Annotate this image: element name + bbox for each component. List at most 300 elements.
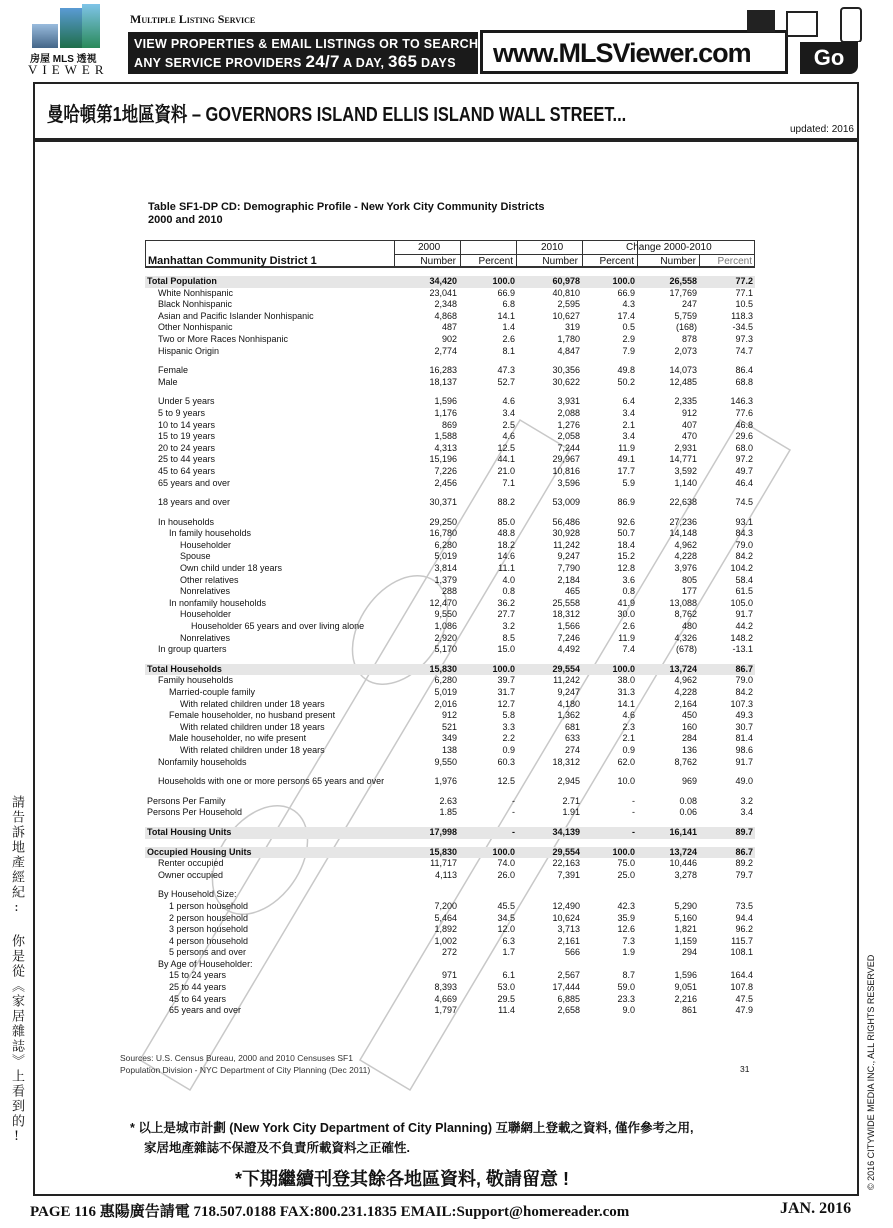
cell-value: 62.0 [617, 756, 635, 767]
logo-text: 房屋 MLS 透視 [30, 54, 97, 65]
cell-value: 2,184 [557, 574, 580, 585]
cell-value: 861 [681, 1005, 697, 1016]
cell-value: 12,485 [669, 376, 697, 387]
cell-value: 10.5 [735, 299, 753, 310]
row-label: Family households [158, 675, 234, 686]
cell-value: 27,236 [669, 516, 697, 527]
cell-value: 34,139 [552, 826, 580, 837]
table-row [145, 299, 755, 311]
cell-value: 4.6 [622, 710, 635, 721]
cell-value: 136 [681, 744, 697, 755]
cell-value: 4.6 [502, 396, 515, 407]
row-label: 65 years and over [169, 1005, 242, 1016]
cell-value: 11.4 [498, 1005, 515, 1016]
cell-value: 14,771 [669, 454, 697, 465]
cell-value: 247 [681, 299, 697, 310]
table-row [145, 827, 755, 839]
col-number: Number [542, 256, 578, 267]
table-row [145, 936, 755, 948]
row-label: Householder 65 years and over living alone [191, 621, 365, 632]
cell-value: 3.2 [502, 621, 515, 632]
cell-value: 31.3 [617, 687, 635, 697]
cell-value: 450 [681, 710, 697, 721]
cell-value: 969 [681, 776, 697, 787]
website-link[interactable]: www.MLSViewer.com [480, 30, 788, 74]
cell-value: 2.63 [439, 795, 457, 806]
cell-value: 60,978 [552, 276, 580, 286]
cell-value: 22,163 [552, 858, 580, 869]
table-row [145, 396, 755, 408]
cell-value: 9,550 [434, 609, 457, 620]
go-button[interactable]: Go [800, 42, 858, 74]
cell-value: 1.7 [502, 947, 515, 958]
cell-value: 45.5 [497, 900, 515, 911]
cell-value: 633 [564, 733, 580, 744]
cell-value: 48.8 [497, 528, 515, 539]
col-percent: Percent [599, 256, 634, 267]
next-issue-notice: *下期繼續刊登其餘各地區資料, 敬請留意 ! [235, 1169, 570, 1189]
row-label: Under 5 years [158, 396, 215, 407]
cell-value: 11.1 [498, 563, 515, 574]
cell-value: 7,790 [557, 563, 580, 574]
cell-value: 97.2 [735, 454, 753, 465]
cell-value: 46.8 [735, 419, 753, 430]
cell-value: 17.4 [617, 310, 635, 321]
row-spacer [145, 819, 755, 827]
cell-value: 25.0 [617, 869, 635, 880]
row-label: White Nonhispanic [158, 287, 234, 298]
cell-value: 5,160 [674, 912, 697, 923]
cell-value: 91.7 [735, 756, 753, 767]
row-label: Persons Per Household [147, 807, 243, 818]
cell-value: 2,058 [557, 431, 580, 442]
cell-value: 2,658 [557, 1005, 580, 1016]
row-label: 45 to 64 years [169, 993, 227, 1004]
updated-label: updated: 2016 [790, 124, 854, 135]
table-row [145, 664, 755, 676]
header-change: Change 2000-2010 [626, 242, 712, 253]
row-label: Owner occupied [158, 869, 224, 880]
cell-value: 4.3 [622, 299, 635, 310]
table-row [145, 913, 755, 925]
cell-value: 2,931 [674, 442, 697, 453]
row-label: Black Nonhispanic [158, 299, 233, 310]
cell-value: 14.6 [497, 551, 515, 562]
cell-value: 56,486 [552, 516, 580, 527]
cell-value: 6.1 [502, 970, 515, 981]
row-label: Other Nonhispanic [158, 322, 233, 333]
cell-value: 100.0 [492, 663, 515, 674]
row-label: 1 person household [169, 900, 249, 911]
cell-value: 4,868 [434, 310, 457, 321]
col-percent: Percent [717, 256, 752, 267]
cell-value: 2.6 [622, 621, 635, 632]
cell-value: 1,159 [674, 935, 697, 946]
row-label: 5 to 9 years [158, 407, 206, 418]
cell-value: 805 [681, 574, 697, 585]
cell-value: 85.0 [497, 516, 515, 527]
cell-value: 2.6 [502, 333, 515, 344]
cell-value: 2,920 [434, 632, 457, 643]
row-label: 25 to 44 years [158, 454, 216, 465]
cell-value: 4,962 [674, 675, 697, 686]
cell-value: 10,627 [552, 310, 580, 321]
row-label: Own child under 18 years [180, 563, 283, 574]
cell-value: 3.3 [502, 721, 515, 732]
cell-value: 138 [441, 744, 457, 755]
cell-value: 8,762 [674, 756, 697, 767]
cell-value: 1,140 [674, 477, 697, 488]
cell-value: 14.1 [617, 698, 635, 709]
cell-value: 2,335 [674, 396, 697, 407]
cell-value: 100.0 [492, 276, 515, 286]
cell-value: 89.2 [735, 858, 753, 869]
banner-line-2: ANY SERVICE PROVIDERS 24/7 A DAY, 365 DAYS [134, 52, 456, 71]
cell-value: 2,073 [674, 345, 697, 356]
table-row [145, 540, 755, 552]
table-row [145, 633, 755, 645]
cell-value: 3,814 [434, 563, 457, 574]
cell-value: 30,928 [552, 528, 580, 539]
cell-value: 59.0 [617, 982, 635, 993]
header-2010: 2010 [541, 242, 564, 253]
cell-value: 93.1 [735, 516, 753, 527]
cell-value: 5,759 [674, 310, 697, 321]
promo-banner [128, 32, 478, 74]
cell-value: 2.2 [502, 733, 515, 744]
cell-value: 38.0 [617, 675, 635, 686]
cell-value: 50.7 [617, 528, 635, 539]
cell-value: 902 [441, 333, 457, 344]
cell-value: 8.1 [502, 345, 515, 356]
cell-value: 47.3 [497, 365, 515, 376]
cell-value: 1,002 [434, 935, 457, 946]
table-row [145, 889, 755, 901]
cell-value: 869 [441, 419, 457, 430]
cell-value: 47.9 [735, 1005, 753, 1016]
table-row [145, 276, 755, 288]
row-label: 4 person household [169, 935, 249, 946]
table-row [145, 776, 755, 788]
cell-value: 29.6 [735, 431, 753, 442]
cell-value: 11.9 [618, 442, 635, 453]
table-title [148, 201, 544, 227]
cell-value: 7.1 [502, 477, 515, 488]
cell-value: 100.0 [612, 663, 635, 674]
cell-value: 105.0 [730, 597, 753, 608]
cell-value: 3.2 [740, 795, 753, 806]
cell-value: 79.7 [735, 869, 753, 880]
sources [120, 1052, 370, 1076]
cell-value: 13,724 [669, 663, 697, 674]
cell-value: 60.3 [497, 756, 515, 767]
cell-value: 2.71 [562, 795, 580, 806]
row-label: Total Housing Units [147, 826, 232, 837]
cell-value: 49.7 [735, 465, 753, 476]
cell-value: 12.6 [617, 924, 635, 935]
cell-value: 12.5 [497, 442, 515, 453]
cell-value: 0.8 [502, 586, 515, 597]
cell-value: 53,009 [552, 497, 580, 508]
row-label: By Household Size: [158, 889, 237, 900]
cell-value: 6,885 [557, 993, 580, 1004]
cell-value: 7,391 [557, 869, 580, 880]
cell-value: 15.2 [617, 551, 635, 562]
cell-value: 108.1 [730, 947, 753, 958]
cell-value: 17,769 [669, 287, 697, 298]
cell-value: 681 [564, 721, 580, 732]
cell-value: 18,312 [552, 756, 580, 767]
cell-value: 7.9 [622, 345, 635, 356]
cell-value: 68.0 [735, 442, 753, 453]
cell-value: 294 [681, 947, 697, 958]
cell-value: - [632, 826, 635, 837]
table-title-line-2: 2000 and 2010 [148, 214, 223, 226]
cell-value: 29.5 [497, 993, 515, 1004]
cell-value: 34.5 [497, 912, 515, 923]
table-row [145, 598, 755, 610]
cell-value: 2,595 [557, 299, 580, 310]
table-row [145, 858, 755, 870]
cell-value: 1,379 [434, 574, 457, 585]
table-row [145, 994, 755, 1006]
table-row [145, 377, 755, 389]
cell-value: 21.0 [497, 465, 515, 476]
cell-value: 1.4 [502, 322, 515, 333]
table-row [145, 528, 755, 540]
cell-value: 39.7 [497, 675, 515, 686]
cell-value: 164.4 [730, 970, 753, 981]
cell-value: 8,393 [434, 982, 457, 993]
cell-value: - [512, 807, 515, 818]
row-spacer [145, 839, 755, 847]
cell-value: 4.6 [502, 431, 515, 442]
cell-value: 160 [681, 721, 697, 732]
cell-value: 12,490 [552, 900, 580, 911]
cell-value: 1,797 [434, 1005, 457, 1016]
cell-value: 26.0 [497, 869, 515, 880]
table-row [145, 454, 755, 466]
cell-value: 118.3 [731, 310, 753, 321]
cell-value: 8.5 [502, 632, 515, 643]
cell-value: 34,420 [429, 276, 457, 286]
table-row [145, 947, 755, 959]
cell-value: 30.0 [617, 609, 635, 620]
footer-date: JAN. 2016 [780, 1200, 852, 1217]
cell-value: 9,247 [557, 687, 580, 697]
cell-value: 58.4 [735, 574, 753, 585]
cell-value: 74.7 [735, 345, 753, 356]
cell-value: 349 [441, 733, 457, 744]
cell-value: 89.7 [735, 826, 753, 837]
page-title: 曼哈頓第1地區資料 – GOVERNORS ISLAND ELLIS ISLAND WALL STREET... [47, 104, 627, 126]
cell-value: 26,558 [669, 276, 697, 286]
cell-value: 14.1 [497, 310, 515, 321]
cell-value: 6.4 [622, 396, 635, 407]
table-row [145, 365, 755, 377]
footer-contact: PAGE 116 惠陽廣告請電 718.507.0188 FAX:800.231.1835 EMAIL:Support@homereader.com [30, 1204, 630, 1220]
row-spacer [145, 489, 755, 497]
cell-value: 53.0 [497, 982, 515, 993]
cell-value: 12.7 [497, 698, 515, 709]
cell-value: 0.5 [622, 322, 635, 333]
cell-value: 44.1 [497, 454, 515, 465]
cell-value: 75.0 [617, 858, 635, 869]
table-row [145, 970, 755, 982]
col-percent: Percent [478, 256, 513, 267]
banner-line-1: VIEW PROPERTIES & EMAIL LISTINGS OR TO SEARCH [134, 37, 479, 51]
cell-value: 12.5 [497, 776, 515, 787]
table-row [145, 311, 755, 323]
cell-value: 29,967 [552, 454, 580, 465]
cell-value: 77.6 [735, 407, 753, 418]
table-row [145, 478, 755, 490]
cell-value: 94.4 [735, 912, 753, 923]
cell-value: 29,250 [429, 516, 457, 527]
table-row [145, 420, 755, 432]
cell-value: 1,176 [434, 407, 457, 418]
logo-subtext: VIEWER [28, 62, 109, 77]
cell-value: 18,312 [552, 609, 580, 620]
cell-value: 319 [564, 322, 580, 333]
table-row [145, 621, 755, 633]
cell-value: 1,976 [434, 776, 457, 787]
cell-value: 13,088 [669, 597, 697, 608]
cell-value: 4,326 [674, 632, 697, 643]
cell-value: 49.8 [617, 365, 635, 376]
cell-value: 86.9 [617, 497, 635, 508]
cell-value: 15,196 [429, 454, 457, 465]
cell-value: 17.7 [617, 465, 635, 476]
cell-value: 2,567 [557, 970, 580, 981]
source-page-number: 31 [740, 1064, 750, 1074]
cell-value: 96.2 [735, 924, 753, 935]
cell-value: 2.9 [622, 333, 635, 344]
cell-value: 272 [441, 947, 457, 958]
cell-value: 107.3 [730, 698, 753, 709]
cell-value: 4,492 [557, 644, 580, 655]
cell-value: 22,638 [669, 497, 697, 508]
table-row [145, 722, 755, 734]
table-row [145, 687, 755, 699]
cell-value: 18.2 [497, 539, 515, 550]
cell-value: 1,276 [557, 419, 580, 430]
cell-value: - [512, 826, 515, 837]
cell-value: 7,246 [557, 632, 580, 643]
cell-value: 100.0 [612, 846, 635, 857]
table-row [145, 699, 755, 711]
side-note-left: 請告訴地產經紀: 你是從《家居雜誌》上看到的! [9, 795, 24, 1146]
cell-value: 2,016 [434, 698, 457, 709]
cell-value: 1,566 [557, 621, 580, 632]
cell-value: 84.2 [735, 687, 753, 697]
cell-value: 10,816 [552, 465, 580, 476]
row-label: Asian and Pacific Islander Nonhispanic [158, 310, 314, 321]
table-row [145, 745, 755, 757]
cell-value: 1.9 [622, 947, 635, 958]
demographic-table [145, 240, 755, 1017]
cell-value: 0.8 [622, 586, 635, 597]
header-2000: 2000 [418, 242, 441, 253]
disclaimer [130, 1118, 693, 1158]
cell-value: 14,148 [669, 528, 697, 539]
row-label: 10 to 14 years [158, 419, 216, 430]
cell-value: 13,724 [669, 846, 697, 857]
cell-value: 5,170 [434, 644, 457, 655]
cell-value: 84.2 [735, 551, 753, 562]
row-label: By Age of Householder: [158, 958, 253, 969]
table-row [145, 757, 755, 769]
cell-value: 77.1 [735, 287, 753, 298]
copyright: © 2016 CITYWIDE MEDIA INC., ALL RIGHTS RESERVED [866, 954, 876, 1190]
cell-value: - [512, 795, 515, 806]
table-row [145, 334, 755, 346]
cell-value: 1,892 [434, 924, 457, 935]
cell-value: 7,244 [557, 442, 580, 453]
table-row [145, 924, 755, 936]
row-label: Nonrelatives [180, 586, 231, 597]
cell-value: 1.91 [562, 807, 580, 818]
row-label: Total Population [147, 276, 217, 286]
cell-value: 4,847 [557, 345, 580, 356]
disclaimer-line-1: * 以上是城市計劃 (New York City Department of City Planning) 互聯網上登載之資料, 僅作參考之用, [130, 1121, 694, 1135]
cell-value: 88.2 [497, 497, 515, 508]
cell-value: 12,470 [429, 597, 457, 608]
cell-value: 148.2 [730, 632, 753, 643]
cell-value: 912 [441, 710, 457, 721]
row-label: 65 years and over [158, 477, 231, 488]
cell-value: 4,113 [435, 869, 457, 880]
cell-value: 61.5 [735, 586, 753, 597]
cell-value: 3.4 [622, 431, 635, 442]
cell-value: 0.9 [502, 744, 515, 755]
cell-value: 16,283 [429, 365, 457, 376]
cell-value: 104.2 [730, 563, 753, 574]
cell-value: 86.4 [735, 365, 753, 376]
cell-value: 74.0 [497, 858, 515, 869]
cell-value: 3,592 [674, 465, 697, 476]
table-row [145, 807, 755, 819]
cell-value: 7.4 [622, 644, 635, 655]
service-label: Multiple Listing Service [130, 12, 256, 26]
row-label: Female [158, 365, 189, 376]
cell-value: 35.9 [617, 912, 635, 923]
cell-value: 2,945 [557, 776, 580, 787]
row-label: Female householder, no husband present [169, 710, 336, 721]
table-row [145, 847, 755, 859]
row-spacer [145, 881, 755, 889]
cell-value: (168) [675, 322, 697, 333]
cell-value: 23.3 [617, 993, 635, 1004]
cell-value: (678) [675, 644, 697, 655]
cell-value: 115.7 [731, 935, 753, 946]
cell-value: 1,596 [674, 970, 697, 981]
cell-value: 1,086 [434, 621, 457, 632]
cell-value: 1,780 [557, 333, 580, 344]
cell-value: 465 [564, 586, 580, 597]
mls-viewer-logo[interactable] [28, 4, 120, 76]
table-row [145, 466, 755, 478]
cell-value: 41.9 [617, 597, 635, 608]
cell-value: 36.2 [497, 597, 515, 608]
cell-value: 1,362 [557, 710, 580, 721]
cell-value: 4.0 [502, 574, 515, 585]
cell-value: 2,164 [674, 698, 697, 709]
cell-value: 100.0 [492, 846, 515, 857]
cell-value: 2.5 [502, 419, 515, 430]
cell-value: 50.2 [617, 376, 635, 387]
cell-value: 5,019 [434, 687, 457, 697]
